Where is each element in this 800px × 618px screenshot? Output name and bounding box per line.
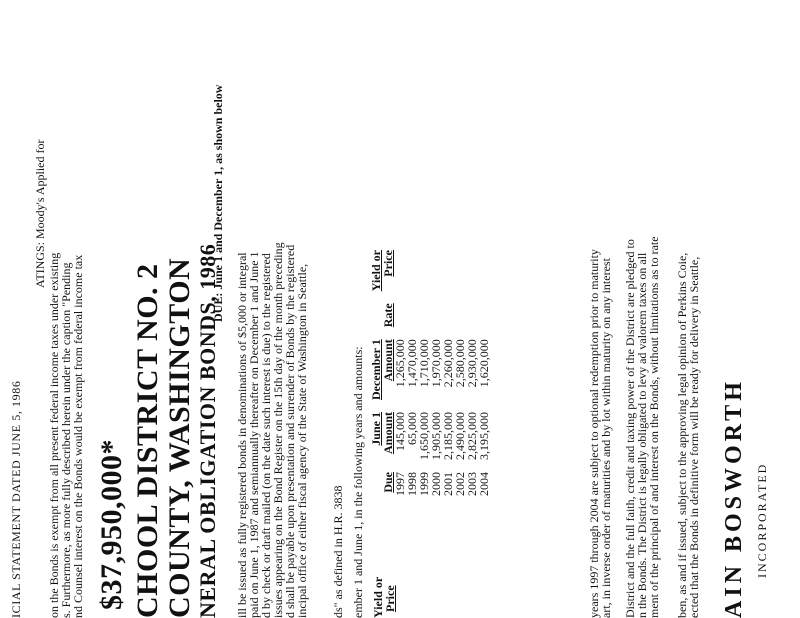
body-line: paid on June 1, 1987 and semiannually thereafter on December 1 and June 1 bbox=[247, 251, 261, 618]
cell-yield bbox=[418, 244, 430, 297]
cell-dec: 1,470,000 bbox=[405, 339, 419, 388]
col-june-label: June 1 bbox=[369, 412, 383, 446]
cell-year: 2000 bbox=[429, 472, 443, 496]
cell-year: 2002 bbox=[453, 472, 467, 496]
cell-yield bbox=[454, 244, 466, 297]
cell-june: 1,650,000 bbox=[417, 412, 431, 460]
cell-rate bbox=[442, 297, 454, 333]
cell-year: 1997 bbox=[393, 472, 407, 496]
cell-dec: 2,580,000 bbox=[453, 339, 467, 388]
col-dec bbox=[370, 333, 394, 406]
col-rate: Rate bbox=[381, 303, 395, 328]
security-line: n the Bonds. The District is legally obligated to levy ad valorem taxes on all bbox=[635, 252, 649, 618]
district-title: CHOOL DISTRICT NO. 2 bbox=[131, 263, 164, 618]
col-june-sub: Amount bbox=[381, 412, 395, 455]
schedule-intro-line: ember 1 and June 1, in the following years and amounts: bbox=[351, 346, 365, 618]
cell-yield bbox=[430, 244, 442, 297]
cell-year: 1999 bbox=[417, 472, 431, 496]
body-line: ill be issued as fully registered bonds in denominations of $5,000 or integral bbox=[235, 252, 249, 618]
cell-yield bbox=[466, 244, 478, 297]
table-header-row bbox=[370, 244, 394, 502]
statement-date-line: ICIAL STATEMENT DATED JUNE 5, 1986 bbox=[9, 380, 23, 618]
legal-line: ben, as and if issued, subject to the approving legal opinion of Perkins Coie, bbox=[675, 252, 689, 618]
cell-dec: 1,970,000 bbox=[429, 339, 443, 388]
cell-rate bbox=[478, 297, 490, 333]
body-line: d by check or draft mailed (on the date such interest is due) to the registered bbox=[259, 253, 273, 618]
body-line: issues appearing on the Bond Register on the 15th day of the month preceding bbox=[271, 242, 285, 618]
tax-exempt-line-3: nd Counsel interest on the Bonds would be exempt from federal income tax bbox=[71, 254, 85, 618]
cell-rate bbox=[394, 297, 406, 333]
left-price-header: Price bbox=[383, 585, 397, 612]
col-price-label: Price bbox=[381, 250, 395, 277]
cell-june: 2,825,000 bbox=[465, 412, 479, 460]
cell-rate bbox=[466, 297, 478, 333]
county-title: COUNTY, WASHINGTON bbox=[163, 257, 196, 618]
cell-year: 2004 bbox=[477, 472, 491, 496]
bonds-title: NERAL OBLIGATION BONDS, 1986 bbox=[195, 243, 220, 618]
cell-year: 2003 bbox=[465, 472, 479, 496]
due-line: DUE: June 1 and December 1, as shown below bbox=[211, 84, 225, 322]
table-row bbox=[478, 244, 490, 502]
body-line: d shall be payable upon presentation and surrender of Bonds by the registered bbox=[283, 244, 297, 618]
cell-june: 2,490,000 bbox=[453, 412, 467, 460]
hr-reference-line: ds" as defined in H.R. 3838 bbox=[331, 485, 345, 618]
cell-year: 2001 bbox=[441, 472, 455, 496]
security-line: ment of the principal of and interest on the Bonds, without limitations as to rate bbox=[647, 236, 661, 618]
cell-june: 2,185,000 bbox=[441, 412, 455, 460]
cell-yield bbox=[442, 244, 454, 297]
cell-rate bbox=[418, 297, 430, 333]
col-dec-label: December 1 bbox=[369, 339, 383, 400]
redemption-line: years 1997 through 2004 are subject to optional redemption prior to maturity bbox=[587, 249, 601, 618]
col-due: Due bbox=[381, 472, 395, 493]
cell-yield bbox=[406, 244, 418, 297]
security-line: District and the full faith, credit and taxing power of the District are pledged to bbox=[623, 239, 637, 618]
underwriter-name: AIN BOSWORTH bbox=[721, 378, 747, 618]
cell-rate bbox=[406, 297, 418, 333]
col-dec-sub: Amount bbox=[381, 339, 395, 382]
col-yield bbox=[370, 244, 394, 297]
cell-june: 65,000 bbox=[405, 412, 419, 445]
cell-dec: 1,710,000 bbox=[417, 339, 431, 388]
cell-june: 1,905,000 bbox=[429, 412, 443, 460]
cell-year: 1998 bbox=[405, 472, 419, 496]
body-line: incipal office of either fiscal agency of the State of Washington in Seattle, bbox=[295, 263, 309, 618]
cell-june: 145,000 bbox=[393, 412, 407, 451]
tax-exempt-line-1: on the Bonds is exempt from all present federal income taxes under existing bbox=[47, 252, 61, 618]
cell-yield bbox=[478, 244, 490, 297]
maturity-schedule-table bbox=[370, 244, 490, 502]
cell-dec: 1,265,000 bbox=[393, 339, 407, 388]
cell-yield bbox=[394, 244, 406, 297]
cell-rate bbox=[430, 297, 442, 333]
redemption-line: art, in inverse order of maturities and by lot within maturity on any interest bbox=[599, 258, 613, 618]
col-june bbox=[370, 406, 394, 466]
cell-june: 3,195,000 bbox=[477, 412, 491, 460]
legal-line: ected that the Bonds in definitive form will be ready for delivery in Seattle, bbox=[687, 256, 701, 618]
cell-rate bbox=[454, 297, 466, 333]
issue-amount: $37,950,000* bbox=[95, 439, 128, 610]
underwriter-incorporated: INCORPORATED bbox=[755, 462, 769, 578]
ratings-line: ATINGS: Moody's Applied for bbox=[33, 139, 47, 288]
left-yield-header: Yield or bbox=[371, 576, 385, 618]
col-yield-label: Yield or bbox=[369, 250, 383, 292]
cell-dec: 2,930,000 bbox=[465, 339, 479, 388]
cell-dec: 1,620,000 bbox=[477, 339, 491, 388]
tax-exempt-line-2: s. Furthermore, as more fully described herein under the caption "Pending bbox=[59, 262, 73, 618]
cell-dec: 2,260,000 bbox=[441, 339, 455, 388]
